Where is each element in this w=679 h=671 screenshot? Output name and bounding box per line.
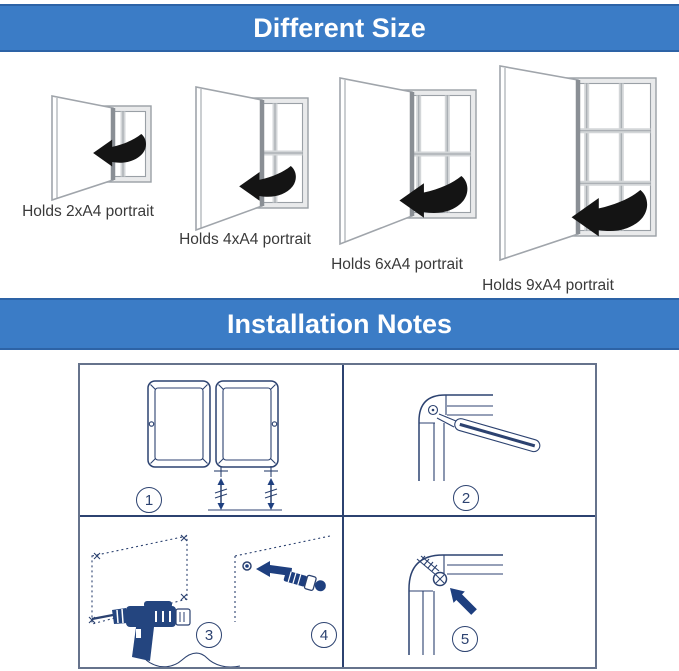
size-item-6xa4 (318, 74, 483, 254)
measurement-arrows-icon (208, 466, 282, 510)
section-header-different-size (0, 4, 679, 52)
size-label-4xa4: Holds 4xA4 portrait (179, 231, 311, 248)
section-header-installation-notes (0, 298, 679, 350)
notice-board-open-door-icon (30, 92, 165, 214)
size-label-6xa4: Holds 6xA4 portrait (331, 256, 463, 273)
lock-icon (149, 422, 153, 426)
wall-anchor-icon (283, 569, 328, 594)
notice-board-open-door-icon (318, 74, 483, 254)
step-number-2: 2 (453, 485, 479, 511)
section-title: Installation Notes (226, 309, 453, 339)
step-number-4: 4 (311, 622, 337, 648)
section-title: Different Size (253, 13, 426, 43)
step1-board-spacing-diagram-icon (80, 365, 341, 512)
notice-board-open-door-icon (478, 60, 663, 286)
notice-board-open-door-icon (172, 84, 317, 234)
power-cable-icon (146, 653, 240, 667)
size-label-2xa4: Holds 2xA4 portrait (22, 203, 154, 220)
lock-icon (272, 422, 276, 426)
size-item-2xa4 (30, 92, 165, 214)
step-number-5: 5 (452, 626, 478, 652)
size-item-9xa4 (478, 60, 663, 286)
size-item-4xa4 (172, 84, 317, 234)
step-number-1: 1 (136, 487, 162, 513)
installation-diagram-grid (78, 363, 597, 669)
size-label-9xa4: Holds 9xA4 portrait (482, 277, 614, 294)
push-arrow-icon (444, 582, 479, 617)
locking-rod-icon (453, 417, 541, 453)
screw-icon (417, 556, 447, 586)
step-number-3: 3 (196, 622, 222, 648)
